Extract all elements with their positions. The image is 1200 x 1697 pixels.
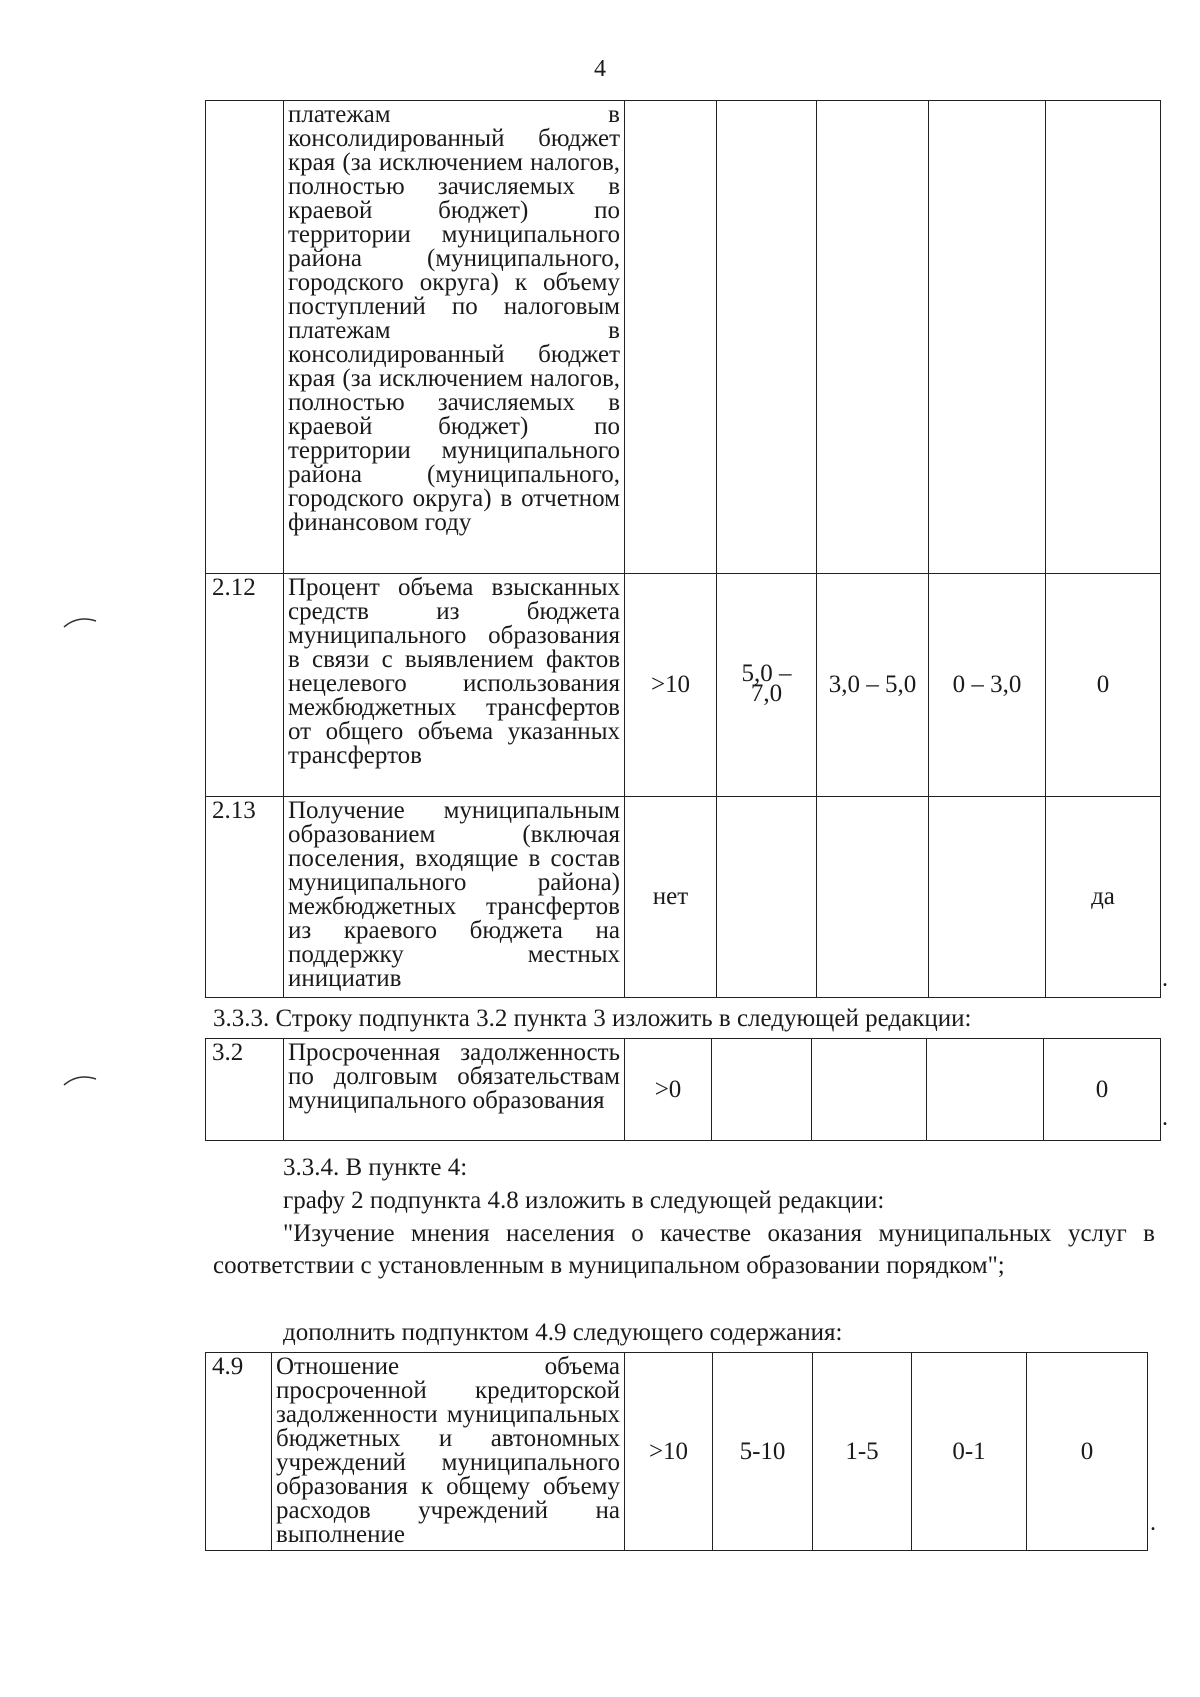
- value-cell: 5-10: [713, 1353, 813, 1551]
- row-number-cell: 4.9: [206, 1353, 272, 1551]
- row-description-cell: Процент объема взысканных средств из бюджета муниципального образования в связи с выявлением фактов нецелевого использования межбюджетных трансфертов от общего объема указанных трансфертов: [284, 574, 625, 797]
- value-cell: >0: [625, 1039, 712, 1141]
- paragraph-quote: "Изучение мнения населения о качестве оказания муниципальных услуг в соответствии с установленным в муниципальном образовании порядком";: [213, 1220, 1155, 1279]
- value-cell: >10: [625, 574, 717, 797]
- value-cell: да: [1046, 797, 1161, 998]
- range-bottom: 7,0: [750, 680, 783, 707]
- table-end-dot: .: [1162, 966, 1168, 992]
- table-row-4-9: [206, 1353, 1148, 1551]
- value-cell: [812, 1039, 927, 1141]
- criteria-table-continued: [205, 100, 1161, 998]
- row-number-cell: 2.13: [206, 797, 284, 998]
- paragraph-3-3-3: 3.3.3. Строку подпункта 3.2 пункта 3 изложить в следующей редакции:: [213, 1005, 972, 1032]
- value-cell: 0: [1027, 1353, 1148, 1551]
- row-number-cell: 3.2: [206, 1039, 284, 1141]
- row-number-cell: 2.12: [206, 574, 284, 797]
- value-cell: >10: [625, 1353, 713, 1551]
- value-cell: [717, 797, 817, 998]
- page-number: 4: [594, 56, 606, 82]
- value-cell: [712, 1039, 812, 1141]
- paragraph-column-2: графу 2 подпункта 4.8 изложить в следующей редакции:: [283, 1187, 885, 1214]
- criteria-table-4-9: [205, 1352, 1148, 1551]
- value-cell: [1046, 101, 1161, 574]
- value-cell: [929, 101, 1046, 574]
- table-row-continued: [206, 101, 1161, 574]
- table-end-dot: .: [1162, 1105, 1168, 1131]
- scan-mark-arc: [62, 1073, 98, 1087]
- value-cell: нет: [625, 797, 717, 998]
- value-cell: [717, 101, 817, 574]
- value-cell: 3,0 – 5,0: [817, 574, 929, 797]
- row-description-cell: Отношение объема просроченной кредиторской задолженности муниципальных бюджетных и автономных учреждений муниципального образования к общему объему расходов учреждений на выполнение: [272, 1353, 625, 1551]
- value-cell: 1-5: [813, 1353, 912, 1551]
- value-cell: 0: [1046, 574, 1161, 797]
- value-cell: 0: [1044, 1039, 1161, 1141]
- row-number-cell: [206, 101, 284, 574]
- criteria-table-3-2: [205, 1038, 1161, 1141]
- table-end-dot: .: [1150, 1510, 1156, 1536]
- value-cell-range: [717, 574, 817, 797]
- range-top: 5,0 –: [741, 660, 792, 687]
- value-cell: 0 – 3,0: [929, 574, 1046, 797]
- row-description-cell: Просроченная задолженность по долговым обязательствам муниципального образования: [284, 1039, 625, 1141]
- value-cell: 0-1: [912, 1353, 1027, 1551]
- table-row-2-12: [206, 574, 1161, 797]
- value-cell: [929, 797, 1046, 998]
- value-cell: [817, 797, 929, 998]
- paragraph-3-3-4: 3.3.4. В пункте 4:: [283, 1154, 468, 1181]
- value-cell: [625, 101, 717, 574]
- row-description-cell: Получение муниципальным образованием (включая поселения, входящие в состав муниципального района) межбюджетных трансфертов из краевого бюджета на поддержку местных инициатив: [284, 797, 625, 998]
- scan-mark-arc: [62, 615, 98, 629]
- paragraph-add-4-9: дополнить подпунктом 4.9 следующего содержания:: [283, 1319, 843, 1346]
- value-cell: [927, 1039, 1044, 1141]
- table-row-3-2: [206, 1039, 1161, 1141]
- table-row-2-13: [206, 797, 1161, 998]
- value-cell: [817, 101, 929, 574]
- row-description-cell: платежам в консолидированный бюджет края (за исключением налогов, полностью зачисляемых в краевой бюджет) по территории муниципального района (муниципального, городского округа) к объему поступлений по налоговым платежам в консолидированный бюджет края (за исключением налогов, полностью зачисляемых в краевой бюджет) по территории муниципального района (муниципального, городского округа) в отчетном финансовом году: [284, 101, 625, 574]
